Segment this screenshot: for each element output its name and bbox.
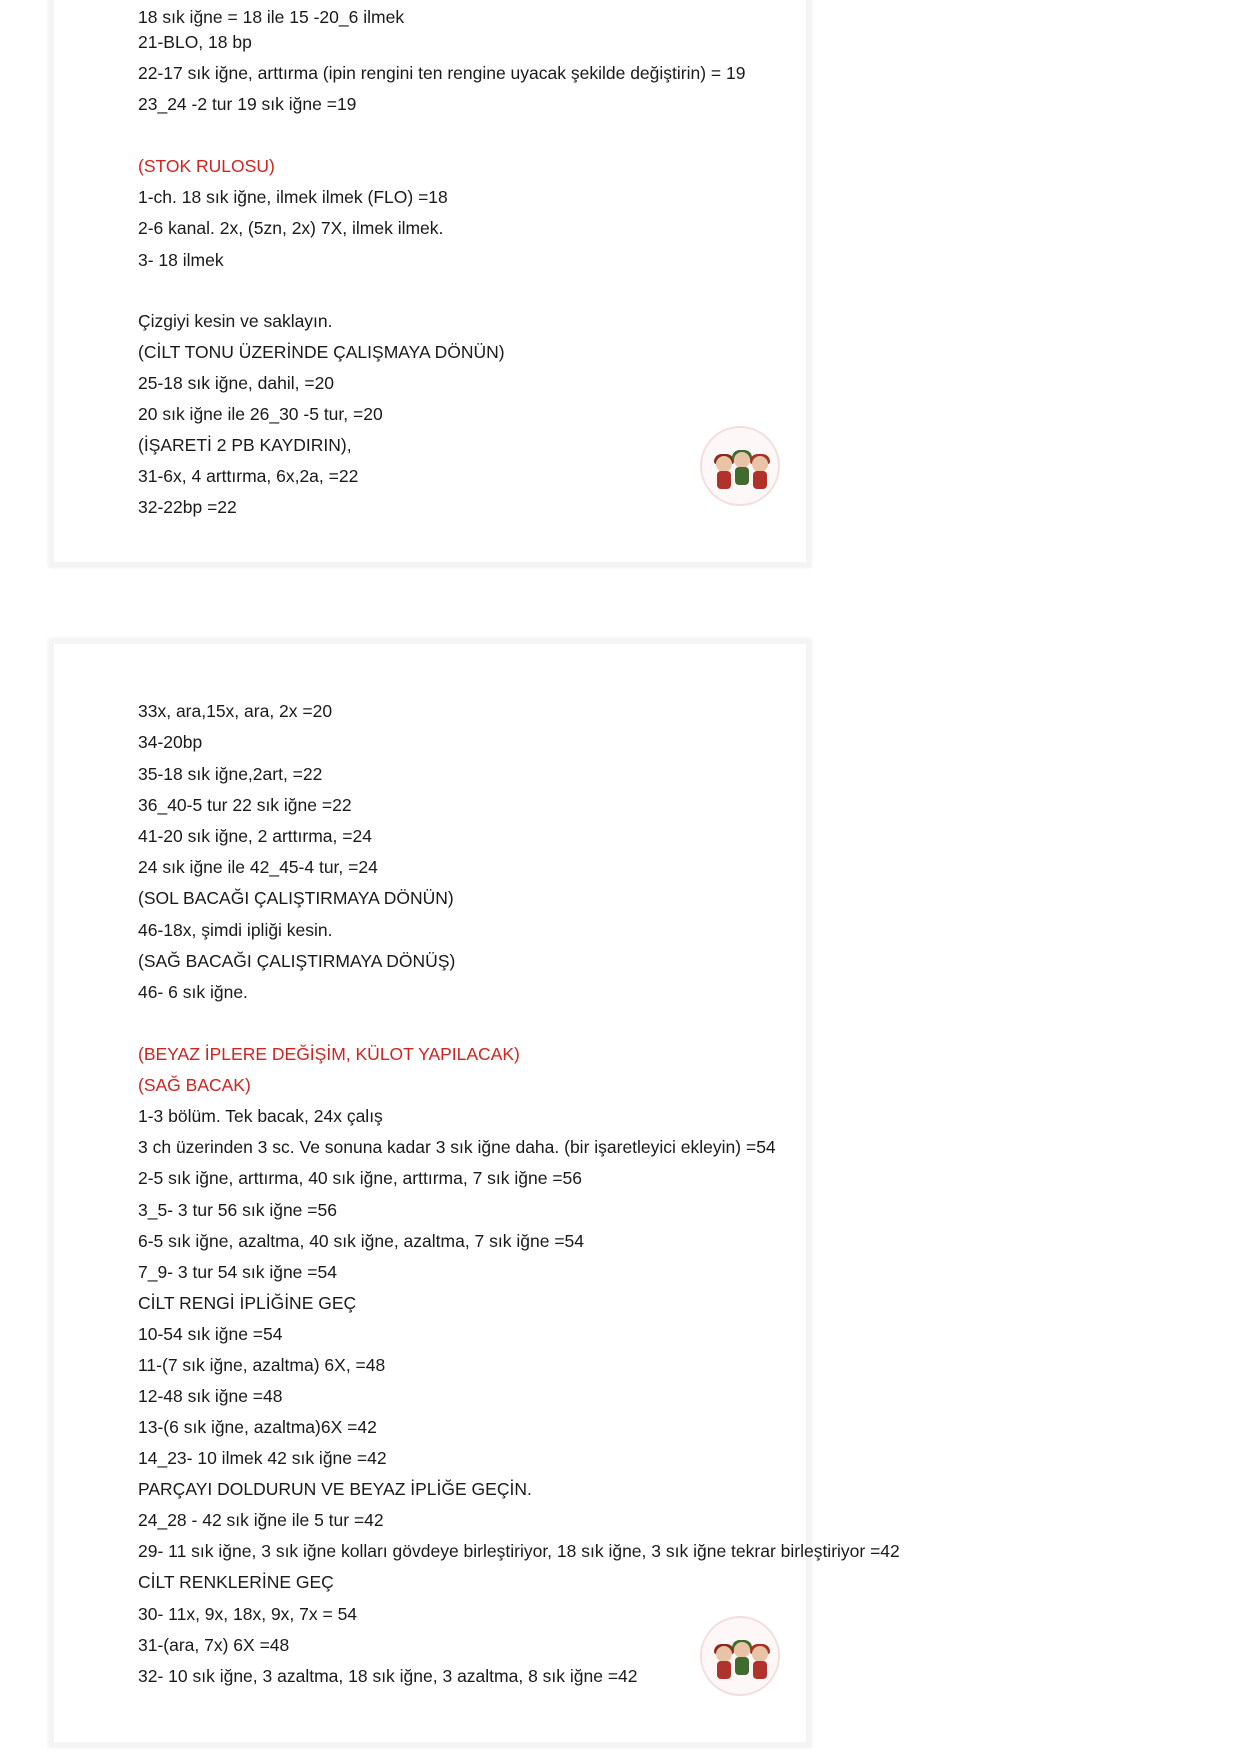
pattern-line: 34-20bp [138, 732, 203, 752]
pattern-line: 20 sık iğne ile 26_30 -5 tur, =20 [138, 404, 383, 424]
pattern-line: (SAĞ BACAĞI ÇALIŞTIRMAYA DÖNÜŞ) [138, 951, 456, 971]
pattern-line: 46-18x, şimdi ipliği kesin. [138, 920, 333, 940]
pattern-line: 11-(7 sık iğne, azaltma) 6X, =48 [138, 1355, 386, 1375]
doll-icon [732, 452, 752, 486]
amigurumi-dolls-logo-icon [700, 1616, 780, 1696]
pattern-line: 24 sık iğne ile 42_45-4 tur, =24 [138, 857, 378, 877]
pattern-line: 1-3 bölüm. Tek bacak, 24x çalış [138, 1106, 383, 1126]
pattern-line: Çizgiyi kesin ve saklayın. [138, 311, 333, 331]
pattern-line: 33x, ara,15x, ara, 2x =20 [138, 701, 333, 721]
pattern-line: 2-6 kanal. 2x, (5zn, 2x) 7X, ilmek ilmek. [138, 218, 444, 238]
doll-icon [714, 1646, 734, 1680]
doll-icon [714, 456, 734, 490]
section-heading: (BEYAZ İPLERE DEĞİŞİM, KÜLOT YAPILACAK) [138, 1044, 520, 1064]
pattern-line: CİLT RENGİ İPLİĞİNE GEÇ [138, 1293, 357, 1313]
pattern-line: 23_24 -2 tur 19 sık iğne =19 [138, 94, 357, 114]
pattern-line: PARÇAYI DOLDURUN VE BEYAZ İPLİĞE GEÇİN. [138, 1479, 532, 1499]
amigurumi-dolls-logo-icon [700, 426, 780, 506]
section-heading: (STOK RULOSU) [138, 156, 275, 176]
doll-icon [732, 1642, 752, 1676]
pattern-line: 35-18 sık iğne,2art, =22 [138, 764, 323, 784]
pattern-line: 2-5 sık iğne, arttırma, 40 sık iğne, arttırma, 7 sık iğne =56 [138, 1168, 583, 1188]
pattern-line: 10-54 sık iğne =54 [138, 1324, 283, 1344]
pattern-line: 6-5 sık iğne, azaltma, 40 sık iğne, azaltma, 7 sık iğne =54 [138, 1231, 585, 1251]
pattern-line: 31-(ara, 7x) 6X =48 [138, 1635, 290, 1655]
section-heading: (SAĞ BACAK) [138, 1075, 251, 1095]
document-page-1 [50, 0, 810, 566]
pattern-line: 32- 10 sık iğne, 3 azaltma, 18 sık iğne, 3 azaltma, 8 sık iğne =42 [138, 1666, 638, 1686]
pattern-line: 3_5- 3 tur 56 sık iğne =56 [138, 1200, 337, 1220]
pattern-line: 29- 11 sık iğne, 3 sık iğne kolları gövdeye birleştiriyor, 18 sık iğne, 3 sık iğne tekrar birleştiriyor =42 [138, 1541, 900, 1561]
document-page-2 [50, 640, 900, 1746]
pattern-line: 3 ch üzerinden 3 sc. Ve sonuna kadar 3 sık iğne daha. (bir işaretleyici ekleyin) =54 [138, 1137, 776, 1157]
pattern-line: 31-6x, 4 arttırma, 6x,2a, =22 [138, 466, 359, 486]
pattern-line: (SOL BACAĞI ÇALIŞTIRMAYA DÖNÜN) [138, 888, 454, 908]
pattern-line: 21-BLO, 18 bp [138, 32, 252, 52]
pattern-line: 24_28 - 42 sık iğne ile 5 tur =42 [138, 1510, 384, 1530]
doll-icon [750, 1646, 770, 1680]
pattern-line: 46- 6 sık iğne. [138, 982, 248, 1002]
pattern-line: 32-22bp =22 [138, 497, 237, 517]
pattern-line: 14_23- 10 ilmek 42 sık iğne =42 [138, 1448, 387, 1468]
pattern-line: (İŞARETİ 2 PB KAYDIRIN), [138, 435, 352, 455]
pattern-line: 13-(6 sık iğne, azaltma)6X =42 [138, 1417, 377, 1437]
pattern-line: 7_9- 3 tur 54 sık iğne =54 [138, 1262, 337, 1282]
pattern-line: 36_40-5 tur 22 sık iğne =22 [138, 795, 352, 815]
pattern-line: (CİLT TONU ÜZERİNDE ÇALIŞMAYA DÖNÜN) [138, 342, 505, 362]
pattern-line: 1-ch. 18 sık iğne, ilmek ilmek (FLO) =18 [138, 187, 448, 207]
pattern-line: 41-20 sık iğne, 2 arttırma, =24 [138, 826, 372, 846]
pattern-line: 25-18 sık iğne, dahil, =20 [138, 373, 335, 393]
pattern-line: 18 sık iğne = 18 ile 15 -20_6 ilmek [138, 7, 405, 27]
doll-icon [750, 456, 770, 490]
pattern-line: 12-48 sık iğne =48 [138, 1386, 283, 1406]
pattern-line: CİLT RENKLERİNE GEÇ [138, 1572, 334, 1592]
pattern-line: 3- 18 ilmek [138, 250, 224, 270]
pattern-line: 30- 11x, 9x, 18x, 9x, 7x = 54 [138, 1604, 358, 1624]
pattern-line: 22-17 sık iğne, arttırma (ipin rengini ten rengine uyacak şekilde değiştirin) = 19 [138, 63, 746, 83]
